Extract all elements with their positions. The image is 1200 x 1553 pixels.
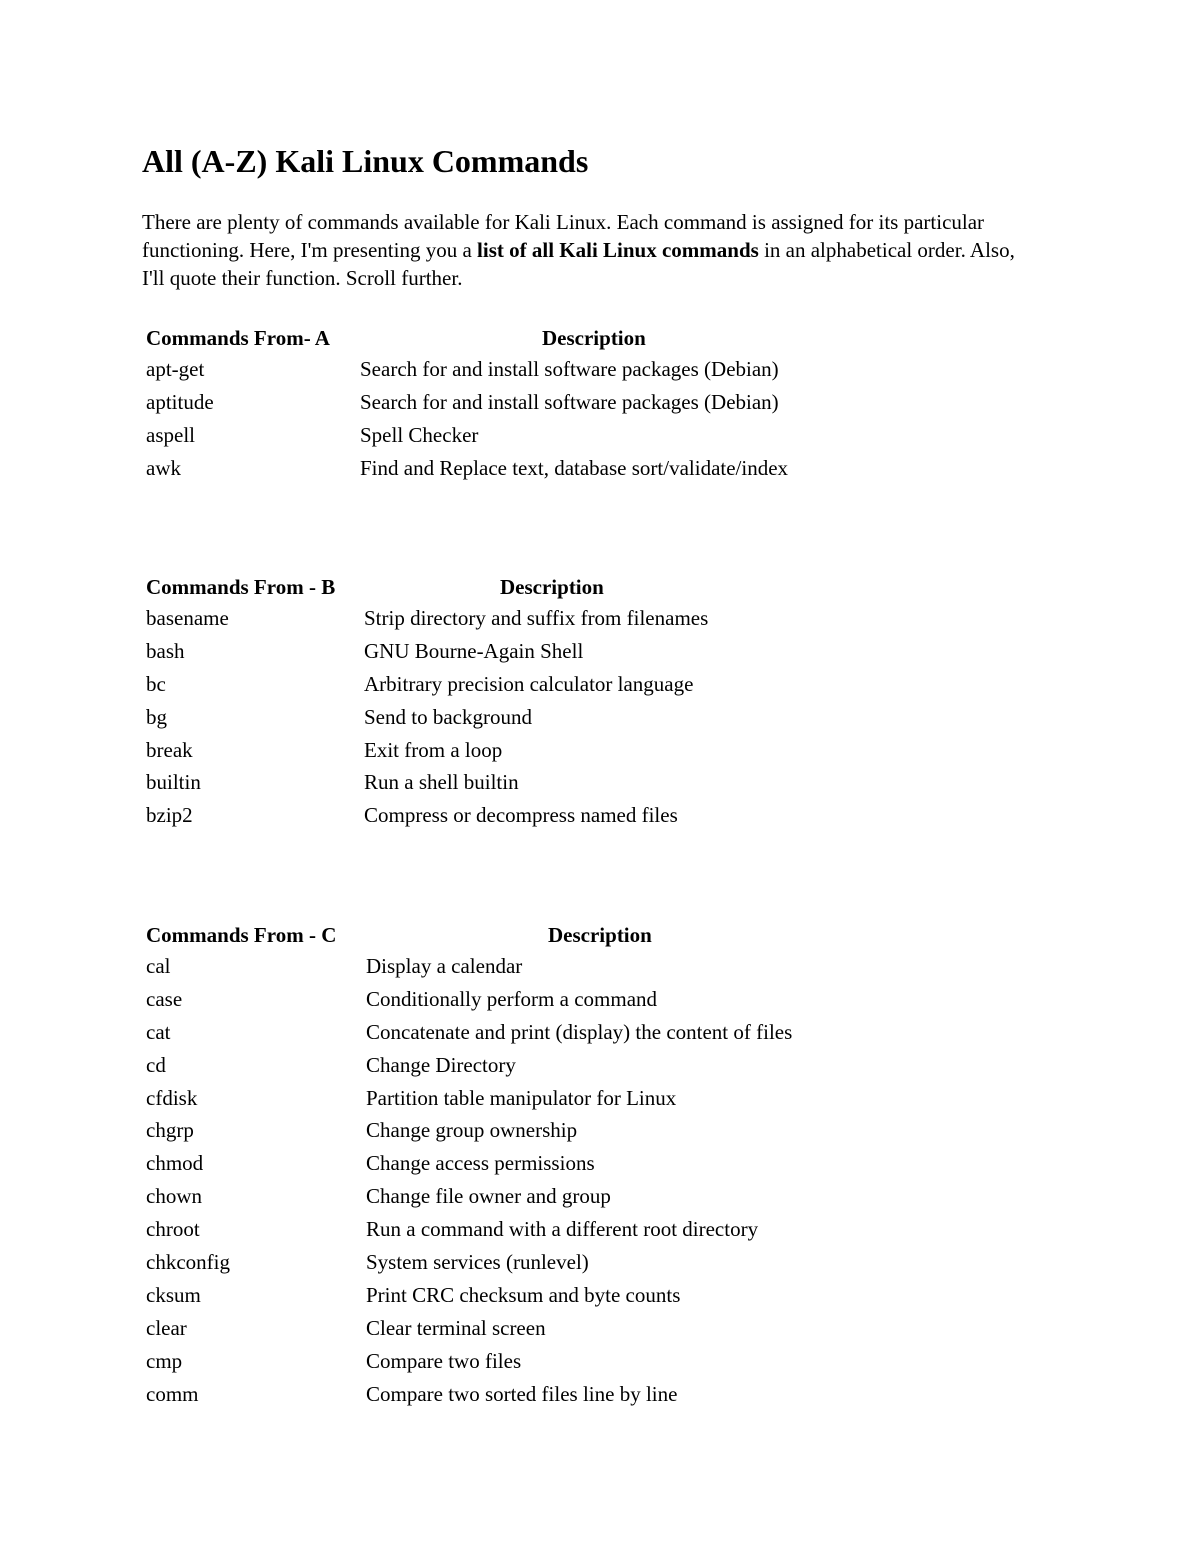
command-name: case: [146, 986, 183, 1011]
command-row: [146, 1180, 1046, 1213]
command-row: [146, 1312, 1046, 1345]
command-name: cat: [146, 1019, 171, 1044]
intro-text: There are plenty of commands available for Kali Linux. Each command is assigned for its particular functioning. Here, I'm presenting you a: [142, 210, 985, 262]
command-description: Compare two files: [366, 1348, 522, 1373]
command-row: [146, 1082, 1046, 1115]
command-description: Concatenate and print (display) the content of files: [366, 1019, 793, 1044]
intro-emphasis: list of all Kali Linux commands: [477, 238, 759, 262]
command-row: [146, 1147, 1046, 1180]
intro-text-end: in an alphabetical order. Also, I'll quote their function. Scroll further.: [142, 238, 1015, 290]
command-description: Change group ownership: [366, 1118, 578, 1143]
command-name: chmod: [146, 1151, 204, 1176]
column-header-description: Description: [500, 575, 604, 599]
column-header-command: Commands From - C: [146, 923, 337, 947]
command-name: apt-get: [146, 357, 205, 381]
command-description: Search for and install software packages (Debian): [360, 357, 779, 381]
column-header-description: Description: [548, 923, 652, 947]
command-description: System services (runlevel): [366, 1250, 589, 1275]
command-row: [146, 766, 1046, 799]
command-description: Send to background: [364, 704, 532, 729]
command-row: [146, 1049, 1046, 1082]
command-name: builtin: [146, 770, 201, 795]
command-name: cd: [146, 1052, 166, 1077]
command-row: [146, 1114, 1046, 1147]
command-row: [146, 1016, 1046, 1049]
section-header: [146, 323, 1046, 353]
command-row: [146, 734, 1046, 767]
command-row: [146, 668, 1046, 701]
command-description: Spell Checker: [360, 422, 479, 447]
command-row: [146, 635, 1046, 668]
command-name: clear: [146, 1315, 187, 1340]
column-header-command: Commands From- A: [146, 326, 330, 350]
command-row: [146, 950, 1046, 983]
command-name: chkconfig: [146, 1250, 230, 1275]
column-header-command: Commands From - B: [146, 575, 336, 599]
command-row: [146, 602, 1046, 635]
command-name: bc: [146, 671, 166, 696]
command-section-0: [146, 323, 1046, 485]
command-row: [146, 1345, 1046, 1378]
section-header: [146, 572, 1046, 602]
command-description: Exit from a loop: [364, 737, 503, 762]
command-name: bzip2: [146, 803, 193, 828]
command-row: [146, 1213, 1046, 1246]
command-row: [146, 701, 1046, 734]
command-row: [146, 452, 1046, 485]
command-name: cmp: [146, 1348, 183, 1373]
command-description: Run a command with a different root directory: [366, 1217, 759, 1242]
command-description: Change Directory: [366, 1052, 516, 1077]
command-description: GNU Bourne-Again Shell: [364, 638, 584, 663]
command-section-1: [146, 572, 1046, 832]
command-description: Arbitrary precision calculator language: [364, 671, 694, 696]
column-header-description: Description: [542, 326, 646, 350]
command-description: Run a shell builtin: [364, 770, 519, 795]
command-description: Print CRC checksum and byte counts: [366, 1282, 681, 1307]
command-name: comm: [146, 1381, 199, 1406]
command-name: cfdisk: [146, 1085, 198, 1110]
command-row: [146, 1279, 1046, 1312]
command-name: cksum: [146, 1282, 201, 1307]
command-description: Conditionally perform a command: [366, 986, 658, 1011]
command-name: awk: [146, 455, 181, 480]
command-name: chroot: [146, 1217, 200, 1242]
command-description: Partition table manipulator for Linux: [366, 1085, 677, 1110]
command-row: [146, 419, 1046, 452]
command-description: Display a calendar: [366, 954, 523, 978]
command-row: [146, 1246, 1046, 1279]
section-header: [146, 920, 1046, 950]
command-description: Change access permissions: [366, 1151, 595, 1176]
page-title: All (A-Z) Kali Linux Commands: [142, 143, 589, 179]
command-name: cal: [146, 954, 171, 978]
command-name: chgrp: [146, 1118, 194, 1143]
command-description: Compress or decompress named files: [364, 803, 678, 828]
command-name: aptitude: [146, 389, 214, 414]
command-name: aspell: [146, 422, 195, 447]
command-row: [146, 799, 1046, 832]
command-row: [146, 1378, 1046, 1411]
command-name: bash: [146, 638, 185, 663]
intro-paragraph: [142, 208, 1042, 292]
command-row: [146, 386, 1046, 419]
command-description: Search for and install software packages (Debian): [360, 389, 779, 414]
command-section-2: [146, 920, 1046, 1410]
command-name: basename: [146, 606, 229, 630]
command-description: Compare two sorted files line by line: [366, 1381, 678, 1406]
command-name: break: [146, 737, 193, 762]
command-description: Change file owner and group: [366, 1184, 611, 1209]
command-description: Strip directory and suffix from filenames: [364, 606, 709, 630]
command-name: chown: [146, 1184, 202, 1209]
command-description: Clear terminal screen: [366, 1315, 546, 1340]
command-name: bg: [146, 704, 167, 729]
command-description: Find and Replace text, database sort/validate/index: [360, 455, 789, 480]
command-row: [146, 983, 1046, 1016]
command-row: [146, 353, 1046, 386]
